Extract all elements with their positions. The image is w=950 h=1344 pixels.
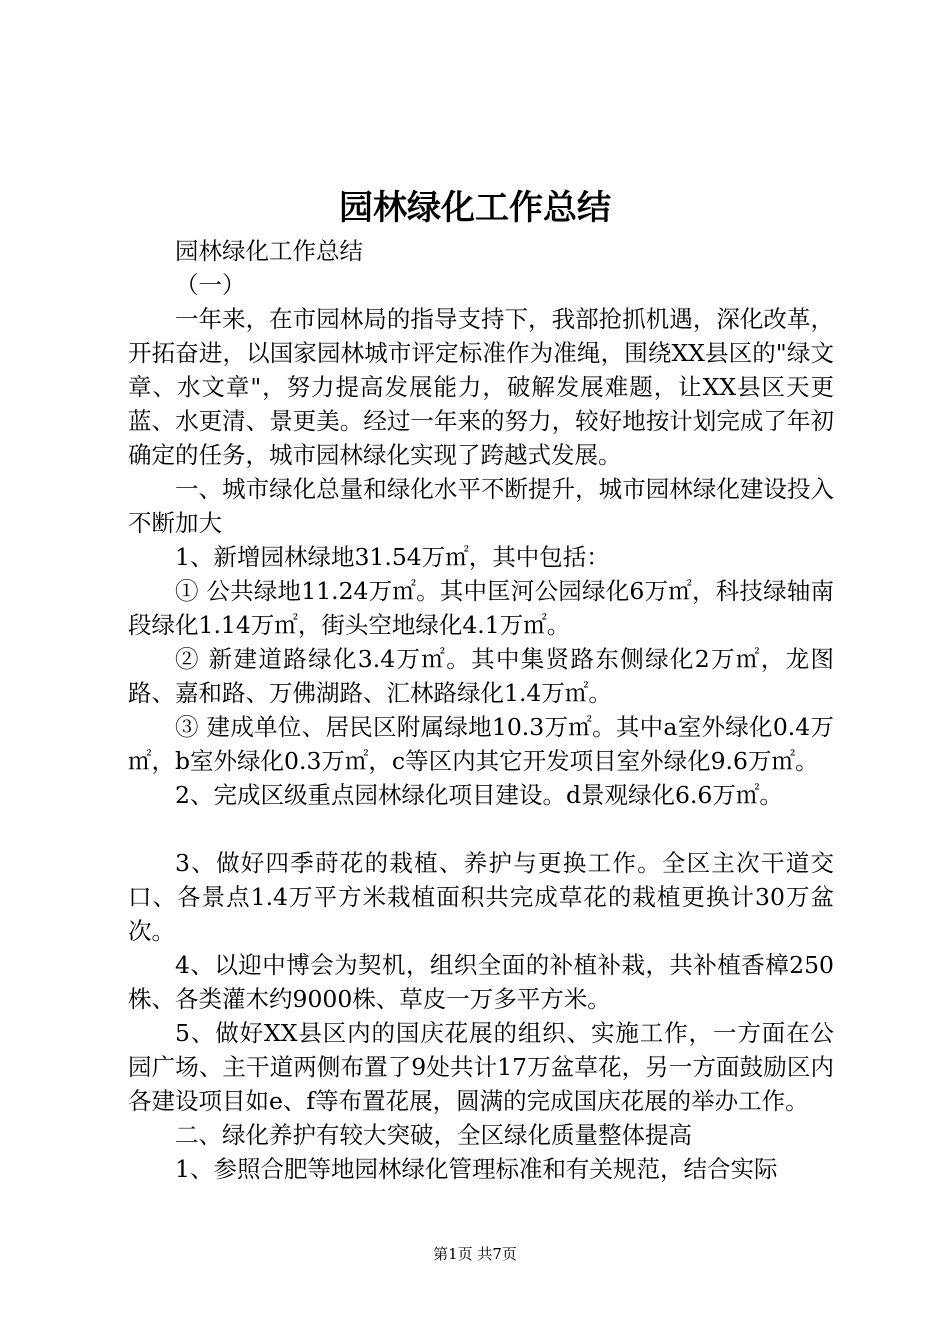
paragraph-blank: [128, 812, 834, 846]
paragraph-subitem-1: ① 公共绿地11.24万㎡。其中匡河公园绿化6万㎡，科技绿轴南段绿化1.14万㎡，街头空地绿化4.1万㎡。: [128, 577, 834, 639]
paragraph-subitem-2: ② 新建道路绿化3.4万㎡。其中集贤路东侧绿化2万㎡，龙图路、嘉和路、万佛湖路、汇林路绿化1.4万㎡。: [128, 645, 834, 707]
document-title: 园林绿化工作总结: [339, 188, 611, 228]
paragraph-item-4: 4、以迎中博会为契机，组织全面的补植补栽，共补植香樟250株、各类灌木约9000株、草皮一万多平方米。: [128, 951, 834, 1013]
paragraph-subtitle: 园林绿化工作总结: [175, 237, 363, 265]
page-footer: 第1页 共7页: [433, 1245, 517, 1263]
document-body: [128, 234, 834, 1186]
paragraph-heading-1: 一、城市绿化总量和绿化水平不断提升，城市园林绿化建设投入不断加大: [128, 475, 834, 537]
paragraph-intro: 一年来，在市园林局的指导支持下，我部抢抓机遇，深化改革，开拓奋进，以国家园林城市评定标准作为准绳，围绕XX县区的"绿文章、水文章"，努力提高发展能力，破解发展难题，让XX县区天更蓝、水更清、景更美。经过一年来的努力，较好地按计划完成了年初确定的任务，城市园林绿化实现了跨越式发展。: [128, 305, 834, 469]
paragraph-heading-2: 二、绿化养护有较大突破，全区绿化质量整体提高: [175, 1121, 692, 1149]
paragraph-subitem-3: ③ 建成单位、居民区附属绿地10.3万㎡。其中a室外绿化0.4万㎡，b室外绿化0.3万㎡，c等区内其它开发项目室外绿化9.6万㎡。: [128, 713, 834, 775]
paragraph-item-3: 3、做好四季莳花的栽植、养护与更换工作。全区主次干道交口、各景点1.4万平方米栽植面积共完成草花的栽植更换计30万盆次。: [128, 849, 834, 945]
paragraph-item-5: 5、做好XX县区内的国庆花展的组织、实施工作，一方面在公园广场、主干道两侧布置了9处共计17万盆草花，另一方面鼓励区内各建设项目如e、f等布置花展，圆满的完成国庆花展的举办工作。: [128, 1019, 834, 1115]
paragraph-item-1: 1、新增园林绿地31.54万㎡，其中包括：: [175, 543, 610, 571]
paragraph-item-2-1: 1、参照合肥等地园林绿化管理标准和有关规范，结合实际: [175, 1155, 778, 1183]
paragraph-section-number: （一）: [175, 271, 246, 299]
paragraph-item-2: 2、完成区级重点园林绿化项目建设。d景观绿化6.6万㎡。: [175, 781, 783, 809]
